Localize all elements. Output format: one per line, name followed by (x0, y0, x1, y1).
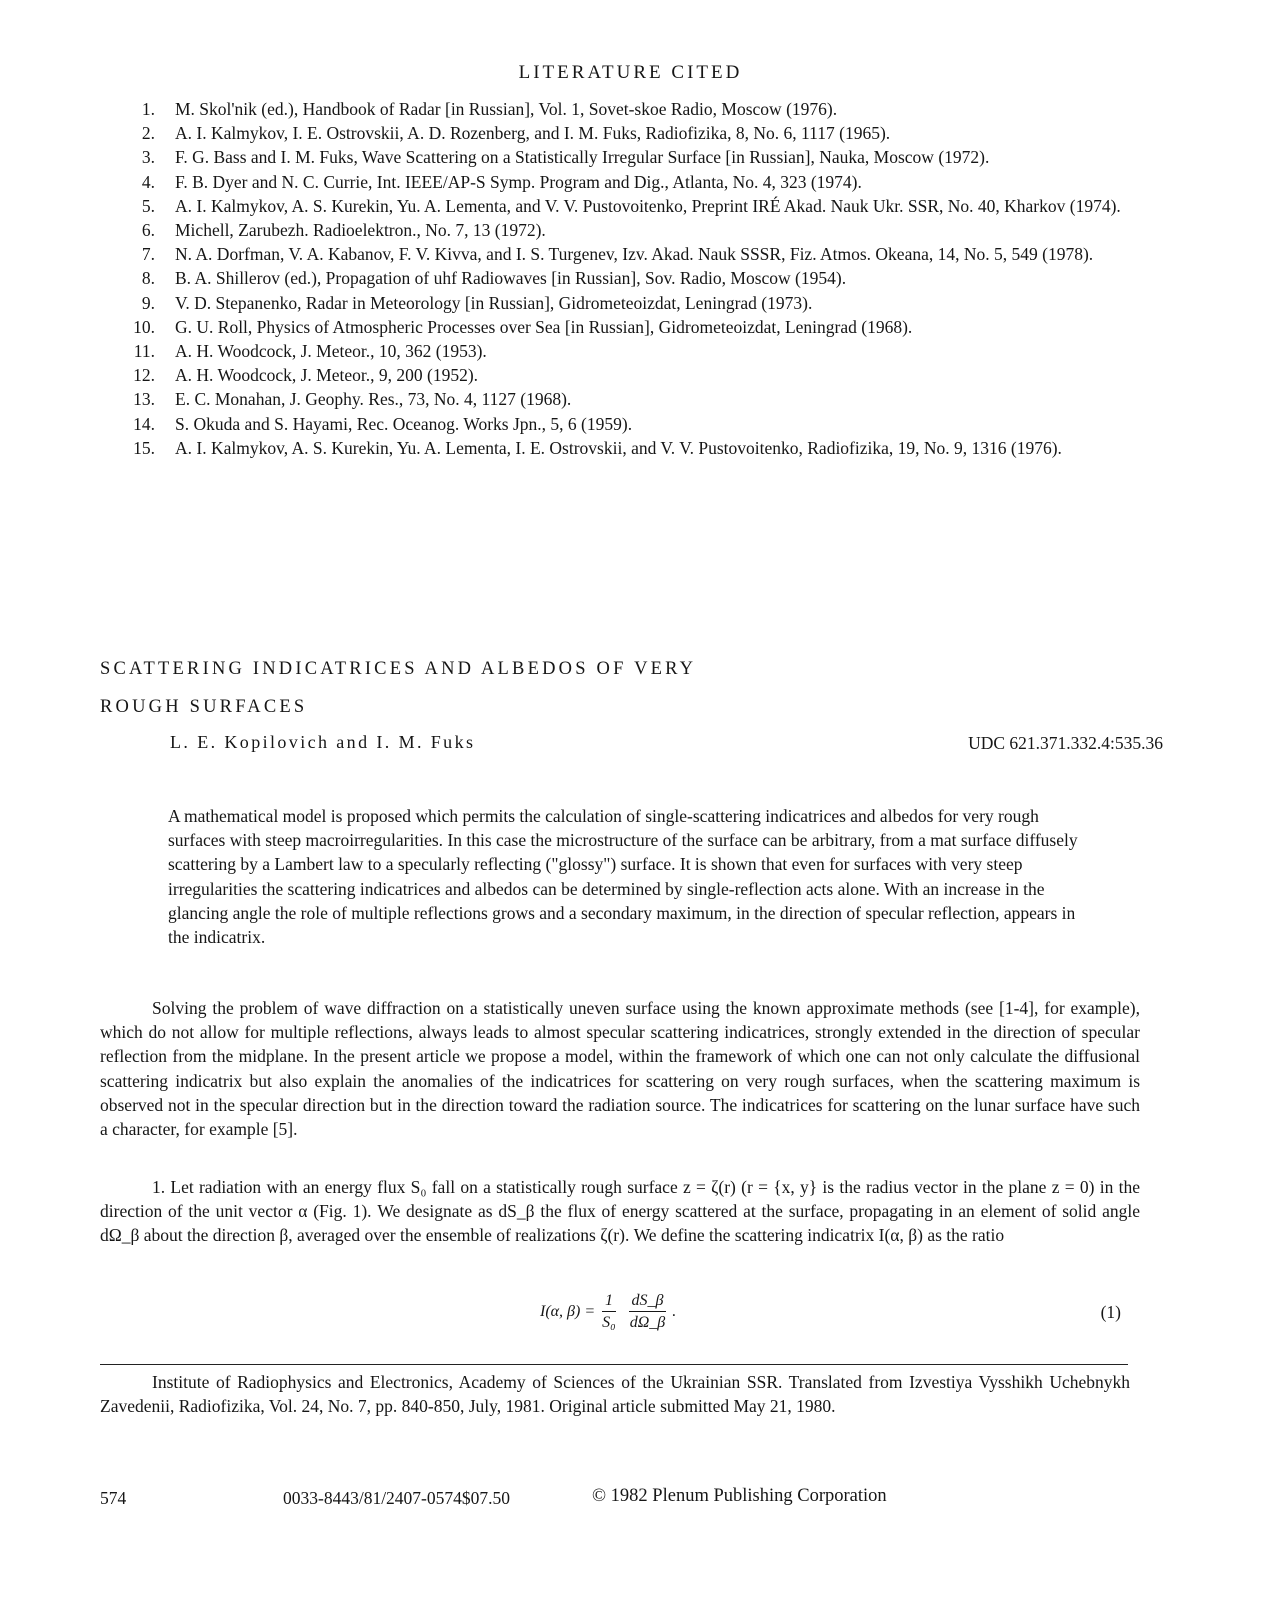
literature-cited-heading: LITERATURE CITED (518, 62, 743, 83)
issn-code: 0033-8443/81/2407-0574$07.50 (283, 1488, 511, 1508)
article-title-line-1: SCATTERING INDICATRICES AND ALBEDOS OF VERY (100, 659, 697, 679)
body-paragraph-1: Solving the problem of wave diffraction on a statistically uneven surface using the known approximate methods (see [1-4], for example), which do not allow for multiple reflections, always leads to almost specular scattering indicatrices, strongly extended in the direction of specular reflection from the midplane. In the present article we propose a model, within the framework of which one can not only calculate the diffusional scattering indicatrix but also explain the anomalies of the indicatrices for scattering on very rough surfaces, when the scattering maximum is observed not in the specular direction but in the direction toward the radiation source. The indicatrices for scattering on the lunar surface have such a character, for example [5]. (100, 998, 1140, 1140)
article-title-line-2: ROUGH SURFACES (100, 697, 308, 717)
footnote-divider (100, 1364, 1128, 1365)
reference-item: 3. F. G. Bass and I. M. Fuks, Wave Scattering on a Statistically Irregular Surface [in Russian], Nauka, Moscow (1972). (100, 145, 1160, 169)
reference-text: F. B. Dyer and N. C. Currie, Int. IEEE/AP-S Symp. Program and Dig., Atlanta, No. 4, 323 (1974). (175, 171, 862, 192)
reference-item: 10. G. U. Roll, Physics of Atmospheric Processes over Sea [in Russian], Gidrometeoizdat, Leningrad (1968). (100, 315, 1160, 339)
reference-item: 5. A. I. Kalmykov, A. S. Kurekin, Yu. A. Lementa, and V. V. Pustovoitenko, Preprint IRÉ Akad. Nauk Ukr. SSR, No. 40, Kharkov (1974). (100, 194, 1160, 218)
reference-text: E. C. Monahan, J. Geophy. Res., 73, No. 4, 1127 (1968). (175, 389, 572, 410)
reference-item: 14. S. Okuda and S. Hayami, Rec. Oceanog. Works Jpn., 5, 6 (1959). (100, 412, 1160, 436)
reference-text: Michell, Zarubezh. Radioelektron., No. 7, 13 (1972). (175, 220, 546, 241)
reference-item: 8. B. A. Shillerov (ed.), Propagation of uhf Radiowaves [in Russian], Sov. Radio, Moscow (1954). (100, 266, 1160, 290)
equation-tail: . (672, 1303, 677, 1320)
reference-text: N. A. Dorfman, V. A. Kabanov, F. V. Kivva, and I. S. Turgenev, Izv. Akad. Nauk SSSR, Fiz. Atmos. Okeana, 14, No. 5, 549 (1978). (175, 244, 1094, 265)
reference-list (100, 97, 1160, 460)
reference-item: 15. A. I. Kalmykov, A. S. Kurekin, Yu. A. Lementa, I. E. Ostrovskii, and V. V. Pustovoitenko, Radiofizika, 19, No. 9, 1316 (1976). (100, 436, 1160, 460)
article-abstract: A mathematical model is proposed which permits the calculation of single-scattering indicatrices and albedos for very rough surfaces with steep macroirregularities. In this case the microstructure of the surface can be arbitrary, from a mat surface diffusely scattering by a Lambert law to a specularly reflecting ("glossy") surface. It is shown that even for surfaces with very steep irregularities the scattering indicatrices and albedos can be determined by single-reflection acts alone. With an increase in the glancing angle the role of multiple reflections grows and a secondary maximum, in the direction of specular reflection, appears in the indicatrix. (168, 806, 1078, 948)
equation-fraction-2: $\frac{dS\_\beta}{d\Omega\_\beta}$ (629, 1291, 666, 1331)
reference-text: G. U. Roll, Physics of Atmospheric Processes over Sea [in Russian], Gidrometeoizdat, Leningrad (1968). (175, 316, 913, 337)
reference-text: M. Skol'nik (ed.), Handbook of Radar [in Russian], Vol. 1, Sovet-skoe Radio, Moscow (1976). (175, 99, 838, 119)
body-paragraph-2: 1. Let radiation with an energy flux S₀ fall on a statistically rough surface z = ζ(r) (r = {x, y} is the radius vector in the plane z = 0) in the direction of the unit vector α (Fig. 1). We designate as dS_β the flux of energy scattered at the surface, propagating in an element of solid angle dΩ_β about the direction β, averaged over the ensemble of realizations ζ(r). We define the scattering indicatrix I(α, β) as the ratio (100, 1177, 1140, 1246)
reference-item: 9. V. D. Stepanenko, Radar in Meteorology [in Russian], Gidrometeoizdat, Leningrad (1973). (100, 291, 1160, 315)
reference-text: F. G. Bass and I. M. Fuks, Wave Scattering on a Statistically Irregular Surface [in Russian], Nauka, Moscow (1972). (175, 147, 990, 168)
reference-text: A. H. Woodcock, J. Meteor., 10, 362 (1953). (175, 341, 487, 362)
reference-text: B. A. Shillerov (ed.), Propagation of uhf Radiowaves [in Russian], Sov. Radio, Moscow (1954). (175, 268, 847, 289)
reference-text: V. D. Stepanenko, Radar in Meteorology [in Russian], Gidrometeoizdat, Leningrad (1973). (175, 292, 813, 313)
reference-text: A. I. Kalmykov, I. E. Ostrovskii, A. D. Rozenberg, and I. M. Fuks, Radiofizika, 8, No. 6, 1117 (1965). (175, 123, 891, 144)
copyright-notice: © 1982 Plenum Publishing Corporation (592, 1486, 887, 1506)
equation-lhs: I(α, β) = (540, 1303, 596, 1320)
equation-1 (0, 1282, 1261, 1342)
reference-item: 6. Michell, Zarubezh. Radioelektron., No. 7, 13 (1972). (100, 218, 1160, 242)
reference-item: 2. A. I. Kalmykov, I. E. Ostrovskii, A. D. Rozenberg, and I. M. Fuks, Radiofizika, 8, No. 6, 1117 (1965). (100, 121, 1160, 145)
page-number: 574 (100, 1488, 127, 1508)
reference-item: 7. N. A. Dorfman, V. A. Kabanov, F. V. Kivva, and I. S. Turgenev, Izv. Akad. Nauk SSSR, Fiz. Atmos. Okeana, 14, No. 5, 549 (1978). (100, 242, 1160, 266)
footnote-text: Institute of Radiophysics and Electronics, Academy of Sciences of the Ukrainian SSR. Translated from Izvestiya Vysshikh Uchebnykh Zavedenii, Radiofizika, Vol. 24, No. 7, pp. 840-850, July, 1981. Original article submitted May 21, 1980. (100, 1372, 1130, 1417)
article-title (100, 650, 1150, 726)
reference-item: 12. A. H. Woodcock, J. Meteor., 9, 200 (1952). (100, 363, 1160, 387)
equation-fraction-1: $\frac{1}{\text{S₀}}$ (602, 1291, 616, 1331)
reference-text: A. H. Woodcock, J. Meteor., 9, 200 (1952). (175, 365, 479, 386)
reference-item: 4. F. B. Dyer and N. C. Currie, Int. IEEE/AP-S Symp. Program and Dig., Atlanta, No. 4, 323 (1974). (100, 170, 1160, 194)
reference-item: 11. A. H. Woodcock, J. Meteor., 10, 362 (1953). (100, 339, 1160, 363)
reference-item: 13. E. C. Monahan, J. Geophy. Res., 73, No. 4, 1127 (1968). (100, 387, 1160, 411)
reference-text: S. Okuda and S. Hayami, Rec. Oceanog. Works Jpn., 5, 6 (1959). (175, 413, 633, 434)
reference-item: 1. M. Skol'nik (ed.), Handbook of Radar [in Russian], Vol. 1, Sovet-skoe Radio, Moscow (1976). (100, 97, 1160, 121)
article-authors: L. E. Kopilovich and I. M. Fuks (170, 732, 476, 752)
reference-text: A. I. Kalmykov, A. S. Kurekin, Yu. A. Lementa, I. E. Ostrovskii, and V. V. Pustovoitenko, Radiofizika, 19, No. 9, 1316 (1976). (175, 437, 1062, 458)
udc-code: UDC 621.371.332.4:535.36 (968, 733, 1163, 753)
equation-number: (1) (1100, 1302, 1121, 1322)
reference-text: A. I. Kalmykov, A. S. Kurekin, Yu. A. Lementa, and V. V. Pustovoitenko, Preprint IRÉ Akad. Nauk Ukr. SSR, No. 40, Kharkov (1974). (175, 195, 1121, 216)
